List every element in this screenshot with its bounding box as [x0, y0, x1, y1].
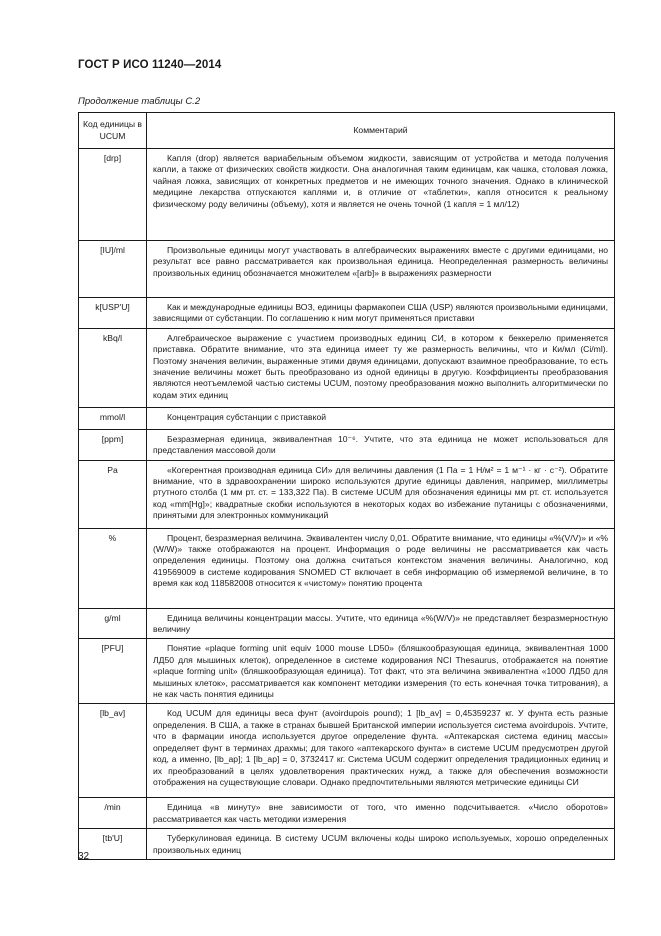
- table-row: [79, 798, 615, 829]
- table-header-row: [79, 113, 615, 149]
- table-row: [79, 829, 615, 860]
- table-row: [79, 298, 615, 329]
- ucum-codes-table: [78, 112, 615, 860]
- table-row: [79, 704, 615, 798]
- unit-code: [tb'U]: [79, 829, 147, 860]
- column-header-code: Код единицы в UCUM: [79, 113, 147, 149]
- standard-header: ГОСТ Р ИСО 11240—2014: [78, 59, 222, 71]
- unit-comment: Безразмерная единица, эквивалентная 10⁻⁶. Учтите, что эта единица не может использоваться для представления массовой доли: [147, 429, 615, 460]
- unit-code: [lb_av]: [79, 704, 147, 798]
- unit-comment: Процент, безразмерная величина. Эквивалентен числу 0,01. Обратите внимание, что единицы «%(V/V)» и «%(W/W)» также отображаются на процент. Информация о роде величины не рассматривается как часть определения единицы. Поэтому она должна считаться контекстом значения величины. Аналогично, код 419569009 в системе кодирования SNOMED CT включает в себя информацию об измеряемой величине, в то время как код 118582008 относится к «чистому» понятию процента: [147, 528, 615, 608]
- table-row: [79, 149, 615, 241]
- unit-code: /min: [79, 798, 147, 829]
- unit-code: kBq/l: [79, 328, 147, 407]
- unit-code: Pa: [79, 460, 147, 528]
- table-row: [79, 639, 615, 704]
- unit-code: mmol/l: [79, 407, 147, 429]
- unit-comment: Единица величины концентрации массы. Учтите, что единица «%(W/V)» не представляет безразмерностную величину: [147, 608, 615, 639]
- unit-comment: Концентрация субстанции с приставкой: [147, 407, 615, 429]
- table-row: [79, 328, 615, 407]
- unit-comment: Туберкулиновая единица. В систему UCUM включены коды широко используемых, хорошо определенных произвольных единиц: [147, 829, 615, 860]
- unit-comment: Капля (drop) является вариабельным объемом жидкости, зависящим от устройства и метода получения капли, а также от физических свойств жидкости. Она аналогичная таким единицам, как чашка, столовая ложка, чайная ложка, зависящих от конкретных предметов и не имеющих точного значения. Однако в клинической медицине лекарства отпускаются каплями и, в отличие от «таблетки», капля относится к реальному физическому роду величины (объему), хотя и является не очень точной (1 капля = 1 мл/12): [147, 149, 615, 241]
- unit-comment: «Когерентная производная единица СИ» для величины давления (1 Па = 1 Н/м² = 1 м⁻¹ · кг · с⁻²). Обратите внимание, что в здравоохранении широко используются другие единицы давления, например, миллиметры ртутного столба (1 мм рт. ст. = 133,322 Па). В системе UCUM для обозначения единицы мм рт. ст. используется код «mm[Hg]»; квадратные скобки используются в некоторых кодах во избежание путаницы с обозначениями, принятыми для электронных коммуникаций: [147, 460, 615, 528]
- column-header-comment: Комментарий: [147, 113, 615, 149]
- unit-code: [PFU]: [79, 639, 147, 704]
- unit-comment: Единица «в минуту» вне зависимости от того, что именно подсчитывается. «Число оборотов» рассматривается как часть методики измерения: [147, 798, 615, 829]
- table-caption: Продолжение таблицы С.2: [78, 96, 201, 107]
- unit-comment: Как и международные единицы ВОЗ, единицы фармакопеи США (USP) являются произвольными единицами, зависящими от субстанции. По соглашению к ним могут применяться приставки: [147, 298, 615, 329]
- unit-code: [drp]: [79, 149, 147, 241]
- unit-code: [IU]/ml: [79, 241, 147, 298]
- unit-code: g/ml: [79, 608, 147, 639]
- unit-comment: Понятие «plaque forming unit equiv 1000 mouse LD50» (бляшкообразующая единица, эквивалентная 1000 ЛД50 для мышиных клеток), определенное в системе кодирования NCI Thesaurus, отображается на понятие «plaque forming unit» (бляшкообразующая единица). Тот факт, что эта величина эквивалентна «1000 ЛД50 для мышиных клеток», рассматривается как компонент методики измерения (то есть конечная точка титрования), а не как часть понятия единицы: [147, 639, 615, 704]
- unit-comment: Алгебраическое выражение с участием производных единиц СИ, в котором к беккерелю применяется приставка. Обратите внимание, что эта единица имеет ту же размерность величины, что и Ки/мл (Ci/ml). Поэтому значения величин, выраженные этими двумя единицами, допускают взаимное преобразование, то есть значение величины может быть преобразовано из одной единицы в другую. Коэффициенты преобразования являются неотъемлемой частью системы UCUM, поэтому преобразования можно выполнить алгоритмически по кодам этих единиц: [147, 328, 615, 407]
- table-row: [79, 241, 615, 298]
- table-row: [79, 407, 615, 429]
- unit-comment: Код UCUM для единицы веса фунт (avoirdupois pound); 1 [lb_av] = 0,45359237 кг. У фунта есть разные определения. В США, а также в странах бывшей Британской империи используется система avoirdupois. Учтите, что в фармации иногда используется другое определение фунта. «Аптекарская система единиц массы» определяет фунт в терминах драхмы; для такого «аптекарского фунта» в системе UCUM предусмотрен другой код, а именно, [lb_ap]; 1 [lb_ap] = 0, 3732417 кг. Система UCUM содержит определения традиционных единиц и их преобразований в целях удовлетворения практических нужд, а также для обеспечения возможности отображения на существующие словари. Однако предпочтительными являются метрические единицы СИ: [147, 704, 615, 798]
- table-row: [79, 608, 615, 639]
- unit-code: [ppm]: [79, 429, 147, 460]
- unit-comment: Произвольные единицы могут участвовать в алгебраических выражениях вместе с другими единицами, но результат все равно рассматривается как произвольная единица. Неопределенная размерность величины произвольных единиц обозначается множителем «[arb]» в выражениях размерности: [147, 241, 615, 298]
- table-row: [79, 460, 615, 528]
- table-row: [79, 429, 615, 460]
- unit-code: k[USP'U]: [79, 298, 147, 329]
- table-row: [79, 528, 615, 608]
- page-number: 32: [78, 851, 90, 862]
- unit-code: %: [79, 528, 147, 608]
